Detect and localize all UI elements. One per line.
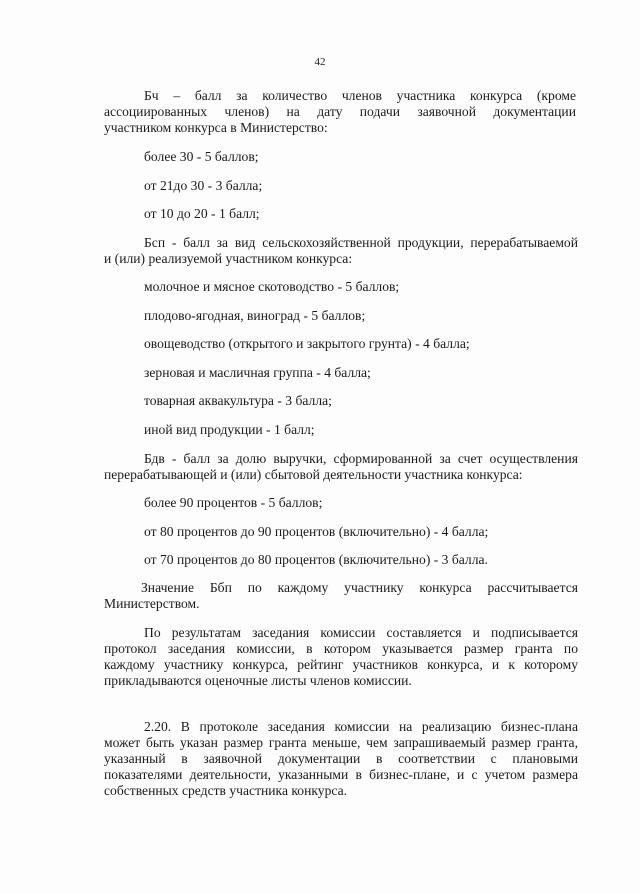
list-item: плодово-ягодная, виноград - 5 баллов;: [144, 308, 366, 323]
text-line: собственных средств участника конкурса.: [104, 783, 348, 798]
text-line: перерабатывающей и (или) сбытовой деятельности участника конкурса:: [104, 467, 523, 482]
text-line: протокол заседания комиссии, в котором указывается размер гранта по: [104, 641, 578, 656]
text-line: Бч – балл за количество членов участника конкурса (кроме: [144, 88, 576, 103]
page-number: 42: [314, 56, 326, 68]
list-item: от 80 процентов до 90 процентов (включительно) - 4 балла;: [144, 524, 489, 539]
text-line: каждому участнику конкурса, рейтинг участников конкурса, и к которому: [104, 657, 578, 672]
list-item: от 70 процентов до 80 процентов (включительно) - 3 балла.: [144, 552, 488, 567]
list-item: товарная аквакультура - 3 балла;: [144, 393, 332, 408]
list-item: овощеводство (открытого и закрытого грунта) - 4 балла;: [144, 336, 470, 351]
text-line: прикладываются оценочные листы членов комиссии.: [104, 673, 412, 688]
text-line: Значение Ббп по каждому участнику конкурса рассчитывается: [141, 580, 578, 595]
list-item: иной вид продукции - 1 балл;: [144, 422, 315, 437]
text-line: указанный в заявочной документации в соответствии с плановыми: [104, 751, 578, 766]
text-line: участником конкурса в Министерство:: [104, 120, 328, 135]
list-item: более 30 - 5 баллов;: [144, 149, 259, 164]
text-line: Министерством.: [104, 596, 200, 611]
list-item: зерновая и масличная группа - 4 балла;: [144, 365, 371, 380]
text-line: ассоциированных членов) на дату подачи заявочной документации: [104, 104, 576, 119]
list-item: более 90 процентов - 5 баллов;: [144, 495, 323, 510]
text-line: По результатам заседания комиссии составляется и подписывается: [144, 625, 578, 640]
text-line: Бсп - балл за вид сельскохозяйственной продукции, перерабатываемой: [144, 235, 578, 250]
text-line: может быть указан размер гранта меньше, чем запрашиваемый размер гранта,: [104, 735, 578, 750]
list-item: молочное и мясное скотоводство - 5 баллов;: [144, 279, 400, 294]
list-item: от 10 до 20 - 1 балл;: [144, 206, 260, 221]
text-line: Бдв - балл за долю выручки, сформированной за счет осуществления: [144, 451, 578, 466]
text-line: 2.20. В протоколе заседания комиссии на реализацию бизнес-плана: [144, 719, 578, 734]
list-item: от 21до 30 - 3 балла;: [144, 178, 263, 193]
text-line: показателями деятельности, указанными в бизнес-плане, и с учетом размера: [104, 767, 578, 782]
text-line: и (или) реализуемой участником конкурса:: [104, 251, 353, 266]
